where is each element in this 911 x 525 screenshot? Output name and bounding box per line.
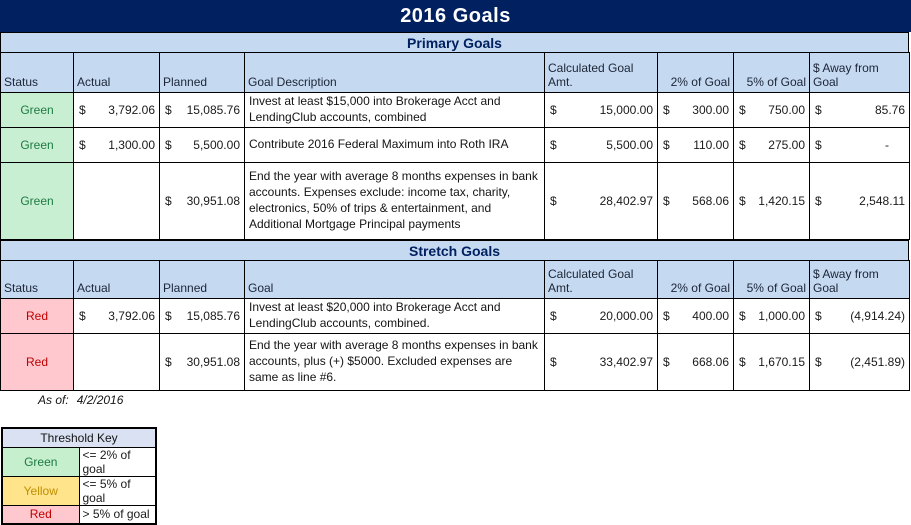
actual-cell[interactable] [74,299,160,334]
currency-symbol: $ [739,354,746,369]
planned-cell[interactable] [160,93,245,128]
col-header-actual[interactable]: Actual [74,53,160,93]
currency-symbol: $ [739,138,746,152]
key-label-cell-green[interactable]: Green [2,447,79,476]
status-cell[interactable]: Green [1,93,74,128]
col-header-status[interactable]: Status [1,261,74,299]
away-cell[interactable] [810,163,910,240]
col-header-actual[interactable]: Actual [74,261,160,299]
planned-cell[interactable] [160,163,245,240]
as-of-note[interactable] [38,393,123,407]
col-header-calculated-goal-amt[interactable]: Calculated Goal Amt. [545,53,658,93]
calc-goal-cell[interactable] [545,299,658,334]
key-desc-cell[interactable]: <= 5% of goal [79,476,156,505]
planned-cell[interactable] [160,128,245,163]
pct2-cell[interactable] [658,163,734,240]
amount: 750.00 [768,103,805,117]
currency-symbol: $ [739,103,746,117]
amount: 568.06 [692,194,729,208]
currency-symbol: $ [165,138,172,152]
col-header-goal-description[interactable]: Goal Description [245,53,545,93]
currency-symbol: $ [739,194,746,208]
col-header-2pct[interactable]: 2% of Goal [658,261,734,299]
amount: 1,000.00 [758,308,805,323]
away-cell[interactable] [810,93,910,128]
table-row [1,93,910,128]
amount: 1,670.15 [758,354,805,369]
away-cell[interactable] [810,333,910,390]
threshold-key-title[interactable]: Threshold Key [2,428,156,447]
amount: 275.00 [768,138,805,152]
col-header-status[interactable]: Status [1,53,74,93]
col-header-5pct[interactable]: 5% of Goal [734,53,810,93]
goal-description-cell[interactable]: Contribute 2016 Federal Maximum into Roth IRA [245,128,545,163]
key-label-cell-red[interactable]: Red [2,505,79,524]
currency-symbol: $ [550,138,557,152]
pct5-cell[interactable] [734,93,810,128]
col-header-5pct[interactable]: 5% of Goal [734,261,810,299]
currency-symbol: $ [815,194,822,208]
threshold-key-header-row [2,428,156,447]
stretch-goals-table [0,260,910,391]
currency-symbol: $ [550,194,557,208]
goal-description-cell[interactable]: Invest at least $15,000 into Brokerage Acct and LendingClub accounts, combined [245,93,545,128]
currency-symbol: $ [739,308,746,323]
table-row [1,299,910,334]
col-header-calculated-goal-amt[interactable]: Calculated Goal Amt. [545,261,658,299]
sheet-title [0,0,911,32]
goal-description-cell[interactable]: Invest at least $20,000 into Brokerage Acct and LendingClub accounts, combined. [245,299,545,334]
status-cell[interactable]: Red [1,299,74,334]
col-header-away[interactable]: $ Away from Goal [810,53,910,93]
section-header-stretch [0,240,909,260]
amount: 300.00 [692,103,729,117]
amount: 15,000.00 [599,103,653,117]
status-cell[interactable]: Red [1,333,74,390]
currency-symbol: $ [815,138,822,152]
threshold-key-row [2,476,156,505]
pct2-cell[interactable] [658,93,734,128]
currency-symbol: $ [663,308,670,323]
currency-symbol: $ [165,103,172,117]
calc-goal-cell[interactable] [545,128,658,163]
threshold-key-row [2,447,156,476]
threshold-key-row [2,505,156,524]
key-desc-cell[interactable]: > 5% of goal [79,505,156,524]
col-header-planned[interactable]: Planned [160,53,245,93]
currency-symbol: $ [79,308,86,323]
currency-symbol: $ [663,103,670,117]
actual-cell[interactable] [74,333,160,390]
currency-symbol: $ [550,354,557,369]
table-row [1,333,910,390]
currency-symbol: $ [79,103,86,117]
calc-goal-cell[interactable] [545,93,658,128]
away-cell[interactable] [810,128,910,163]
currency-symbol: $ [165,194,172,208]
amount: (4,914.24) [850,308,905,323]
amount: 15,085.76 [186,103,240,117]
amount: 5,500.00 [193,138,240,152]
amount: 85.76 [874,103,905,117]
pct2-cell[interactable] [658,128,734,163]
amount: 30,951.08 [186,194,240,208]
pct2-cell[interactable] [658,333,734,390]
amount: 2,548.11 [859,194,905,208]
amount: (2,451.89) [850,354,905,369]
amount: 1,300.00 [108,138,155,152]
pct5-cell[interactable] [734,299,810,334]
amount: 1,420.15 [758,194,805,208]
col-header-goal[interactable]: Goal [245,261,545,299]
calc-goal-cell[interactable] [545,333,658,390]
key-desc-cell[interactable]: <= 2% of goal [79,447,156,476]
status-cell[interactable]: Green [1,163,74,240]
currency-symbol: $ [663,354,670,369]
pct5-cell[interactable] [734,128,810,163]
col-header-planned[interactable]: Planned [160,261,245,299]
actual-cell[interactable] [74,128,160,163]
pct5-cell[interactable] [734,333,810,390]
currency-symbol: $ [815,354,822,369]
planned-cell[interactable] [160,333,245,390]
pct2-cell[interactable] [658,299,734,334]
currency-symbol: $ [815,308,822,323]
section-header-stretch-label: Stretch Goals [408,242,501,259]
threshold-key-table [1,427,157,525]
currency-symbol: $ [79,138,86,152]
amount: - [885,138,889,152]
pct5-cell[interactable] [734,163,810,240]
as-of-label: As of: [38,393,69,407]
amount: 33,402.97 [599,354,653,369]
amount: 30,951.08 [186,354,240,369]
goal-description-cell[interactable]: End the year with average 8 months expenses in bank accounts, plus (+) $5000. Excluded expenses are same as line #6. [245,333,545,390]
amount: 110.00 [693,138,729,152]
amount: 20,000.00 [599,308,653,323]
amount: 15,085.76 [186,308,240,323]
section-header-primary-label: Primary Goals [407,34,502,51]
currency-symbol: $ [550,308,557,323]
amount: 3,792.06 [108,103,155,117]
currency-symbol: $ [663,138,670,152]
goal-description-cell[interactable]: End the year with average 8 months expenses in bank accounts. Expenses exclude: income tax, charity, electronics, 50% of trips & entertainment, and Additional Mortgage Principal payments [245,163,545,240]
calc-goal-cell[interactable] [545,163,658,240]
amount: 400.00 [692,308,729,323]
currency-symbol: $ [165,308,172,323]
currency-symbol: $ [165,354,172,369]
section-header-primary [0,32,909,52]
actual-cell[interactable] [74,93,160,128]
col-header-2pct[interactable]: 2% of Goal [658,53,734,93]
actual-cell[interactable] [74,163,160,240]
as-of-date: 4/2/2016 [76,393,124,407]
currency-symbol: $ [815,103,822,117]
col-header-away[interactable]: $ Away from Goal [810,261,910,299]
amount: 3,792.06 [108,308,155,323]
table-row [1,163,910,240]
planned-cell[interactable] [160,299,245,334]
amount: 5,500.00 [606,138,653,152]
amount: 28,402.97 [599,194,653,208]
primary-header-row [1,53,910,93]
currency-symbol: $ [550,103,557,117]
status-cell[interactable]: Green [1,128,74,163]
sheet-title-text: 2016 Goals [400,4,511,27]
table-row [1,128,910,163]
stretch-header-row [1,261,910,299]
currency-symbol: $ [663,194,670,208]
primary-goals-table [0,52,910,240]
key-label-cell-yellow[interactable]: Yellow [2,476,79,505]
away-cell[interactable] [810,299,910,334]
amount: 668.06 [692,354,729,369]
